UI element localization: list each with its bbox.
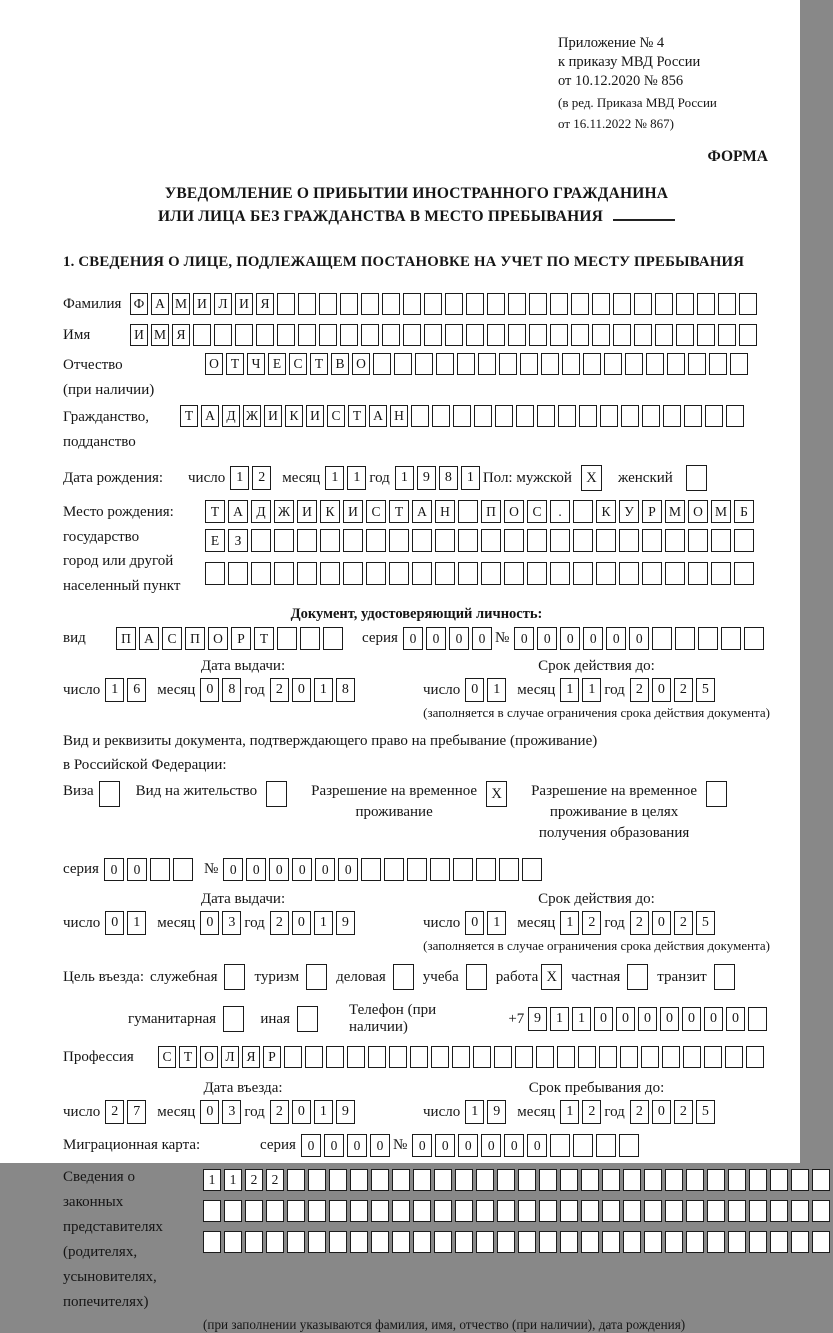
permit-issue-day-input[interactable]: 0 1: [105, 911, 149, 935]
purpose-tourism-checkbox[interactable]: [306, 964, 327, 990]
birth-day-input[interactable]: 1 2: [230, 466, 274, 490]
form-title: [63, 182, 770, 228]
doc-series-input[interactable]: 0 0 0 0: [403, 627, 495, 650]
phone-prefix: +7: [508, 1010, 525, 1027]
rep-label-4: (родителях,: [63, 1244, 138, 1260]
purpose-transit: [657, 964, 734, 990]
year-label: год: [244, 1103, 265, 1120]
temp-residence-edu-checkbox[interactable]: [706, 781, 727, 807]
residence-permit-checkbox[interactable]: [266, 781, 287, 807]
doc-valid-year-input[interactable]: 2 0 2 5: [630, 678, 718, 702]
permit-type-residence: [136, 781, 287, 807]
purpose-work: [496, 964, 563, 990]
purpose-work-checkbox[interactable]: X: [541, 964, 562, 990]
purpose-study-label: учеба: [422, 968, 459, 985]
purpose-other-checkbox[interactable]: [297, 1006, 318, 1032]
sex-male-label: Пол: мужской: [482, 469, 572, 486]
given-name-label: Имя: [63, 327, 91, 343]
visa-checkbox[interactable]: [99, 781, 120, 807]
patronymic-note: (при наличии): [63, 382, 155, 398]
doc-type-input[interactable]: П А С П О Р Т: [116, 627, 346, 650]
stay-until-heading: Срок пребывания до:: [528, 1080, 665, 1096]
purpose-business-checkbox[interactable]: [393, 964, 414, 990]
stay-year-input[interactable]: 2 0 2 5: [630, 1100, 718, 1124]
purpose-study: [423, 964, 487, 990]
purpose-tourism: [254, 964, 327, 990]
doc-issue-day-input[interactable]: 1 6: [105, 678, 149, 702]
patronymic-input[interactable]: О Т Ч Е С Т В О: [205, 353, 751, 375]
month-label: месяц: [517, 1103, 556, 1120]
entry-date-heading: Дата въезда:: [203, 1080, 283, 1096]
city-label-1: город или другой: [63, 553, 174, 569]
doc-type-label: вид: [63, 630, 86, 646]
birth-year-input[interactable]: 1 9 8 1: [395, 466, 483, 490]
purpose-tourism-label: туризм: [254, 968, 300, 985]
annotation-line: от 10.12.2020 № 856: [558, 73, 684, 89]
migration-card-label: Миграционная карта:: [63, 1137, 201, 1153]
stay-month-input[interactable]: 1 2: [560, 1100, 604, 1124]
stay-day-input[interactable]: 1 9: [465, 1100, 509, 1124]
purpose-other: [260, 1006, 318, 1032]
permit-valid-until-heading: Срок действия до:: [538, 891, 655, 907]
permit-type-temp-residence-education: [531, 781, 727, 844]
year-label: год: [244, 914, 265, 931]
temp-residence-edu-label-1: Разрешение на временное: [531, 783, 698, 799]
rep-label-3: представителях: [63, 1219, 163, 1235]
purpose-work-label: работа: [495, 968, 539, 985]
year-label: год: [244, 681, 265, 698]
permit-type-temp-residence: [311, 781, 507, 823]
year-label: год: [604, 914, 625, 931]
profession-label: Профессия: [63, 1049, 134, 1065]
purpose-transit-checkbox[interactable]: [714, 964, 735, 990]
mig-series-label: серия: [260, 1137, 296, 1153]
form-title-line2: ИЛИ ЛИЦА БЕЗ ГРАЖДАНСТВА В МЕСТО ПРЕБЫВАНИЯ: [157, 208, 604, 225]
purpose-private-checkbox[interactable]: [627, 964, 648, 990]
year-label: год: [604, 1103, 625, 1120]
doc-valid-month-input[interactable]: 1 1: [560, 678, 604, 702]
state-label: государство: [63, 528, 140, 545]
year-label: год: [369, 469, 390, 486]
entry-month-input[interactable]: 0 3: [200, 1100, 244, 1124]
purpose-business-label: деловая: [336, 968, 386, 985]
entry-year-input[interactable]: 2 0 1 9: [270, 1100, 358, 1124]
form-title-line1: УВЕДОМЛЕНИЕ О ПРИБЫТИИ ИНОСТРАННОГО ГРАЖДАНИНА: [164, 185, 669, 202]
permit-valid-year-input[interactable]: 2 0 2 5: [630, 911, 718, 935]
validity-note: (заполняется в случае ограничения срока действия документа): [423, 705, 770, 720]
surname-input[interactable]: Ф А М И Л И Я: [130, 293, 760, 315]
patronymic-label: Отчество: [63, 357, 123, 373]
identity-doc-heading: Документ, удостоверяющий личность:: [290, 606, 543, 622]
residence-doc-label-2: в Российской Федерации:: [63, 757, 227, 773]
mig-number-input[interactable]: 0 0 0 0 0 0: [412, 1134, 642, 1157]
month-label: месяц: [282, 469, 321, 486]
doc-number-input[interactable]: 0 0 0 0 0 0: [514, 627, 767, 650]
permit-valid-month-input[interactable]: 1 2: [560, 911, 604, 935]
birth-place-row3-input[interactable]: [205, 562, 757, 585]
rep-label-2: законных: [63, 1194, 124, 1210]
rep-row3-input[interactable]: [203, 1231, 833, 1253]
rep-label-1: Сведения о: [63, 1169, 135, 1185]
purpose-transit-label: транзит: [657, 968, 707, 985]
annotation-amendment-line: от 16.11.2022 № 867): [558, 115, 675, 131]
order-annotation: [558, 34, 770, 132]
permit-series-label: серия: [63, 861, 99, 877]
rep-row1-input[interactable]: 1 1 2 2: [203, 1169, 833, 1191]
temp-residence-label-2: проживание: [355, 804, 433, 820]
annotation-line: к приказу МВД России: [558, 54, 701, 70]
year-label: год: [604, 681, 625, 698]
birth-place-label: Место рождения:: [63, 504, 174, 520]
given-name-input[interactable]: И М Я: [130, 324, 760, 346]
form-word: ФОРМА: [707, 148, 768, 165]
doc-valid-until-heading: Срок действия до:: [538, 658, 655, 674]
rep-label-6: попечителях): [63, 1294, 149, 1310]
birth-month-input[interactable]: 1 1: [325, 466, 369, 490]
permit-number-input[interactable]: 0 0 0 0 0 0: [223, 858, 545, 881]
sex-female-checkbox[interactable]: [686, 465, 707, 491]
purpose-other-label: иная: [260, 1010, 290, 1027]
section1-heading: 1. СВЕДЕНИЯ О ЛИЦЕ, ПОДЛЕЖАЩЕМ ПОСТАНОВКЕ НА УЧЕТ ПО МЕСТУ ПРЕБЫВАНИЯ: [63, 254, 745, 270]
doc-valid-day-input[interactable]: 0 1: [465, 678, 509, 702]
permit-number-label: №: [203, 861, 219, 877]
purpose-study-checkbox[interactable]: [466, 964, 487, 990]
entry-day-input[interactable]: 2 7: [105, 1100, 149, 1124]
birth-place-row1-input[interactable]: Т А Д Ж И К И С Т А Н П О С . К У Р М О М Б: [205, 500, 757, 523]
permit-issue-month-input[interactable]: 0 3: [200, 911, 244, 935]
purpose-humanitarian-label: гуманитарная: [128, 1010, 217, 1027]
residence-permit-label: Вид на жительство: [135, 783, 258, 799]
validity-note: (заполняется в случае ограничения срока действия документа): [423, 938, 770, 953]
surname-label: Фамилия: [63, 296, 122, 312]
mig-series-input[interactable]: 0 0 0 0: [301, 1134, 393, 1157]
day-label: число: [188, 469, 226, 486]
birth-date-label: Дата рождения:: [63, 469, 164, 486]
doc-issue-month-input[interactable]: 0 8: [200, 678, 244, 702]
city-label-2: населенный пункт: [63, 577, 181, 594]
permit-valid-day-input[interactable]: 0 1: [465, 911, 509, 935]
residence-doc-label-1: Вид и реквизиты документа, подтверждающего право на пребывание (проживание): [63, 733, 598, 749]
doc-issue-date-heading: Дата выдачи:: [200, 658, 286, 674]
purpose-private-label: частная: [571, 968, 621, 985]
month-label: месяц: [157, 681, 196, 698]
entry-purpose-label: Цель въезда:: [63, 968, 144, 985]
citizenship-label-2: подданство: [63, 434, 136, 450]
permit-issue-date-heading: Дата выдачи:: [200, 891, 286, 907]
mig-number-label: №: [392, 1137, 408, 1153]
permit-series-input[interactable]: 0 0: [104, 858, 196, 881]
month-label: месяц: [517, 681, 556, 698]
day-label: число: [423, 914, 461, 931]
month-label: месяц: [157, 1103, 196, 1120]
purpose-official-checkbox[interactable]: [224, 964, 245, 990]
rep-label-5: усыновителях,: [63, 1269, 157, 1285]
annotation-line: Приложение № 4: [558, 35, 665, 51]
phone-input[interactable]: 9 1 1 0 0 0 0 0 0 0: [528, 1007, 770, 1031]
citizenship-input[interactable]: Т А Д Ж И К И С Т А Н: [180, 405, 747, 427]
day-label: число: [423, 681, 461, 698]
permit-issue-year-input[interactable]: 2 0 1 9: [270, 911, 358, 935]
visa-label: Виза: [63, 783, 94, 799]
phone-label: Телефон (при наличии): [349, 1002, 437, 1035]
profession-input[interactable]: С Т О Л Я Р: [158, 1046, 767, 1068]
day-label: число: [63, 914, 101, 931]
temp-residence-edu-label-2: проживание в целях: [549, 804, 679, 820]
temp-residence-checkbox[interactable]: X: [486, 781, 507, 807]
doc-series-label: серия: [362, 630, 398, 646]
purpose-official: [150, 964, 246, 990]
day-label: число: [63, 681, 101, 698]
representatives-note: (при заполнении указываются фамилия, имя, отчество (при наличии), дата рождения): [203, 1317, 686, 1332]
doc-number-label: №: [494, 630, 510, 646]
purpose-humanitarian-checkbox[interactable]: [223, 1006, 244, 1032]
birth-place-row2-input[interactable]: Е З: [205, 529, 757, 552]
purpose-humanitarian: [128, 1006, 244, 1032]
temp-residence-label-1: Разрешение на временное: [311, 783, 478, 799]
doc-issue-year-input[interactable]: 2 0 1 8: [270, 678, 358, 702]
month-label: месяц: [517, 914, 556, 931]
permit-type-visa: [63, 781, 120, 807]
day-label: число: [423, 1103, 461, 1120]
purpose-business: [336, 964, 414, 990]
citizenship-label-1: Гражданство,: [63, 409, 150, 425]
day-label: число: [63, 1103, 101, 1120]
month-label: месяц: [157, 914, 196, 931]
purpose-official-label: служебная: [149, 968, 218, 985]
sex-female-label: женский: [617, 469, 673, 486]
rep-row2-input[interactable]: [203, 1200, 833, 1222]
sex-male-checkbox[interactable]: X: [581, 465, 602, 491]
title-blank-underline: [613, 205, 675, 221]
purpose-private: [571, 964, 648, 990]
temp-residence-edu-label-3: получения образования: [538, 825, 690, 841]
annotation-amendment-line: (в ред. Приказа МВД России: [558, 95, 717, 110]
